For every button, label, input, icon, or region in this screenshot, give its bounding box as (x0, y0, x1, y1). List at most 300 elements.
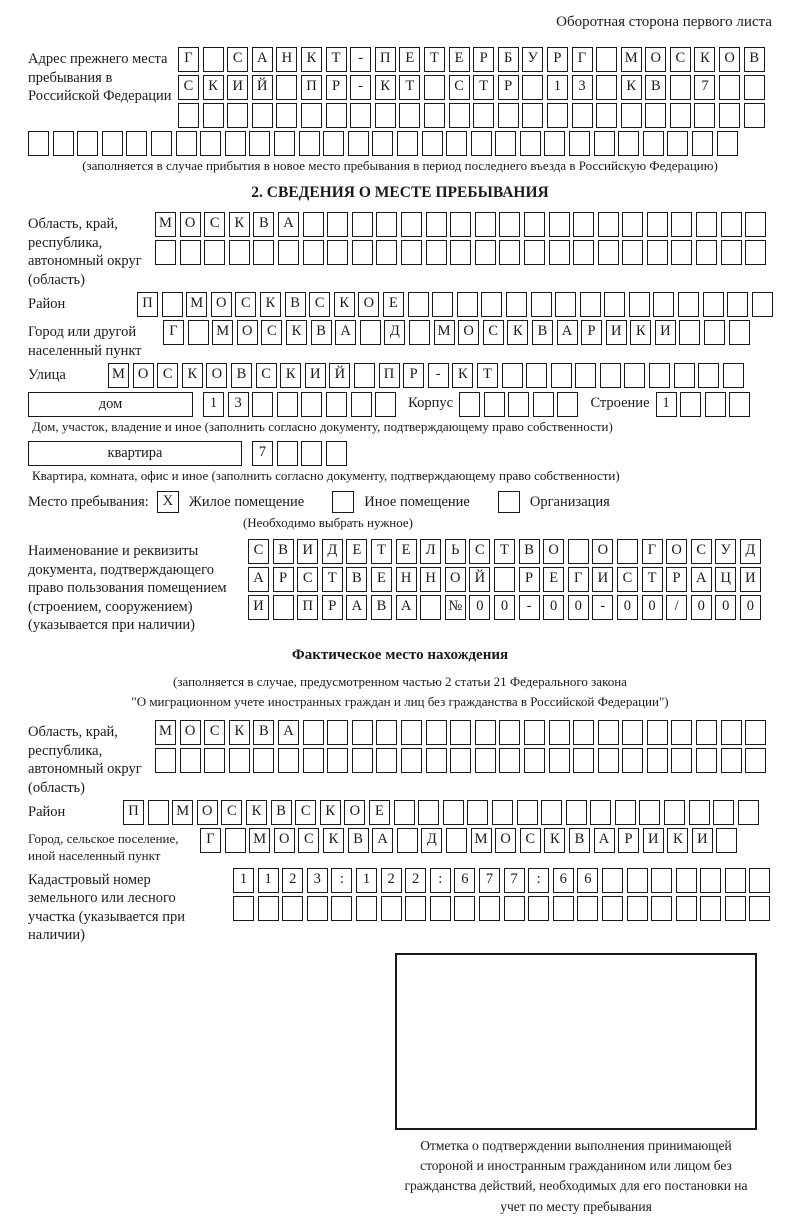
char-cell[interactable]: Л (420, 539, 441, 564)
char-cell[interactable] (401, 748, 422, 773)
char-cell[interactable] (450, 720, 471, 745)
char-cell[interactable]: С (520, 828, 541, 853)
char-cell[interactable]: К (320, 800, 341, 825)
char-cell[interactable]: Н (276, 47, 297, 72)
char-cell[interactable]: П (375, 47, 396, 72)
char-cell[interactable] (331, 896, 352, 921)
char-cell[interactable] (573, 748, 594, 773)
char-cell[interactable] (692, 131, 713, 156)
char-cell[interactable] (725, 896, 746, 921)
char-cell[interactable] (520, 131, 541, 156)
char-cell[interactable] (162, 292, 183, 317)
char-cell[interactable]: Ц (715, 567, 736, 592)
char-cell[interactable]: Д (740, 539, 761, 564)
char-cell[interactable] (449, 103, 470, 128)
char-cell[interactable]: 1 (356, 868, 377, 893)
char-cell[interactable] (572, 103, 593, 128)
char-cell[interactable] (745, 212, 766, 237)
char-cell[interactable] (326, 392, 347, 417)
char-cell[interactable]: У (522, 47, 543, 72)
char-cell[interactable]: К (182, 363, 203, 388)
char-cell[interactable] (450, 212, 471, 237)
char-cell[interactable] (549, 212, 570, 237)
char-cell[interactable]: М (186, 292, 207, 317)
char-cell[interactable] (547, 103, 568, 128)
char-cell[interactable] (348, 131, 369, 156)
char-cell[interactable] (301, 392, 322, 417)
char-cell[interactable] (700, 868, 721, 893)
char-cell[interactable] (204, 748, 225, 773)
char-cell[interactable] (744, 75, 765, 100)
char-cell[interactable] (598, 748, 619, 773)
char-cell[interactable] (596, 75, 617, 100)
char-cell[interactable] (352, 240, 373, 265)
char-cell[interactable]: М (212, 320, 233, 345)
char-cell[interactable] (526, 363, 547, 388)
char-cell[interactable]: Р (519, 567, 540, 592)
char-cell[interactable] (481, 292, 502, 317)
char-cell[interactable] (649, 363, 670, 388)
char-cell[interactable] (492, 800, 513, 825)
char-cell[interactable]: С (221, 800, 242, 825)
char-cell[interactable]: 0 (642, 595, 663, 620)
char-cell[interactable] (278, 240, 299, 265)
char-cell[interactable] (573, 240, 594, 265)
char-cell[interactable]: В (569, 828, 590, 853)
char-cell[interactable]: 1 (233, 868, 254, 893)
char-cell[interactable] (494, 567, 515, 592)
char-cell[interactable]: Е (346, 539, 367, 564)
char-cell[interactable] (225, 828, 246, 853)
char-cell[interactable]: С (449, 75, 470, 100)
char-cell[interactable] (716, 828, 737, 853)
char-cell[interactable]: - (592, 595, 613, 620)
char-cell[interactable] (745, 240, 766, 265)
char-cell[interactable] (557, 392, 578, 417)
char-cell[interactable] (617, 539, 638, 564)
char-cell[interactable]: 1 (656, 392, 677, 417)
char-cell[interactable]: Й (329, 363, 350, 388)
char-cell[interactable] (696, 720, 717, 745)
char-cell[interactable] (676, 868, 697, 893)
char-cell[interactable] (549, 748, 570, 773)
char-cell[interactable]: 1 (258, 868, 279, 893)
char-cell[interactable] (430, 896, 451, 921)
char-cell[interactable]: О (458, 320, 479, 345)
char-cell[interactable]: 1 (203, 392, 224, 417)
char-cell[interactable] (475, 748, 496, 773)
char-cell[interactable]: С (204, 212, 225, 237)
char-cell[interactable] (524, 240, 545, 265)
char-cell[interactable]: Г (568, 567, 589, 592)
char-cell[interactable] (678, 292, 699, 317)
char-cell[interactable]: К (323, 828, 344, 853)
char-cell[interactable] (727, 292, 748, 317)
char-cell[interactable] (541, 800, 562, 825)
char-cell[interactable]: 6 (454, 868, 475, 893)
char-cell[interactable] (352, 212, 373, 237)
char-cell[interactable]: Р (498, 75, 519, 100)
char-cell[interactable] (499, 240, 520, 265)
char-cell[interactable]: Г (642, 539, 663, 564)
char-cell[interactable] (749, 896, 770, 921)
char-cell[interactable]: С (309, 292, 330, 317)
char-cell[interactable]: К (694, 47, 715, 72)
char-cell[interactable]: Д (322, 539, 343, 564)
char-cell[interactable]: С (483, 320, 504, 345)
char-cell[interactable] (499, 720, 520, 745)
char-cell[interactable] (729, 392, 750, 417)
char-cell[interactable] (77, 131, 98, 156)
char-cell[interactable] (274, 131, 295, 156)
char-cell[interactable]: Д (421, 828, 442, 853)
char-cell[interactable] (399, 103, 420, 128)
char-cell[interactable] (596, 103, 617, 128)
char-cell[interactable] (450, 240, 471, 265)
char-cell[interactable]: А (278, 212, 299, 237)
char-cell[interactable] (200, 131, 221, 156)
char-cell[interactable]: К (544, 828, 565, 853)
char-cell[interactable]: И (655, 320, 676, 345)
char-cell[interactable] (549, 720, 570, 745)
char-cell[interactable]: В (744, 47, 765, 72)
char-cell[interactable]: М (172, 800, 193, 825)
char-cell[interactable] (148, 800, 169, 825)
char-cell[interactable] (151, 131, 172, 156)
char-cell[interactable] (376, 720, 397, 745)
char-cell[interactable]: Т (326, 47, 347, 72)
char-cell[interactable] (155, 240, 176, 265)
char-cell[interactable] (713, 800, 734, 825)
char-cell[interactable]: В (519, 539, 540, 564)
char-cell[interactable]: А (372, 828, 393, 853)
char-cell[interactable] (604, 292, 625, 317)
char-cell[interactable] (522, 75, 543, 100)
char-cell[interactable]: В (311, 320, 332, 345)
char-cell[interactable]: Т (494, 539, 515, 564)
char-cell[interactable]: О (274, 828, 295, 853)
char-cell[interactable]: 6 (577, 868, 598, 893)
char-cell[interactable]: О (133, 363, 154, 388)
char-cell[interactable] (499, 212, 520, 237)
char-cell[interactable]: С (691, 539, 712, 564)
char-cell[interactable]: С (295, 800, 316, 825)
char-cell[interactable] (602, 868, 623, 893)
char-cell[interactable] (401, 212, 422, 237)
char-cell[interactable]: В (348, 828, 369, 853)
char-cell[interactable]: И (606, 320, 627, 345)
char-cell[interactable] (667, 131, 688, 156)
char-cell[interactable]: М (108, 363, 129, 388)
char-cell[interactable]: О (211, 292, 232, 317)
char-cell[interactable] (495, 131, 516, 156)
char-cell[interactable]: А (557, 320, 578, 345)
char-cell[interactable]: 2 (282, 868, 303, 893)
char-cell[interactable]: : (528, 868, 549, 893)
char-cell[interactable]: Т (424, 47, 445, 72)
char-cell[interactable]: 0 (617, 595, 638, 620)
char-cell[interactable]: М (155, 720, 176, 745)
char-cell[interactable] (752, 292, 773, 317)
char-cell[interactable]: И (305, 363, 326, 388)
char-cell[interactable] (705, 392, 726, 417)
char-cell[interactable] (126, 131, 147, 156)
char-cell[interactable]: К (280, 363, 301, 388)
char-cell[interactable]: Е (371, 567, 392, 592)
char-cell[interactable] (594, 131, 615, 156)
char-cell[interactable] (622, 240, 643, 265)
char-cell[interactable] (394, 800, 415, 825)
char-cell[interactable] (326, 441, 347, 466)
char-cell[interactable] (615, 800, 636, 825)
char-cell[interactable] (326, 103, 347, 128)
char-cell[interactable] (627, 896, 648, 921)
char-cell[interactable]: А (346, 595, 367, 620)
char-cell[interactable]: С (261, 320, 282, 345)
char-cell[interactable] (744, 103, 765, 128)
char-cell[interactable] (704, 320, 725, 345)
char-cell[interactable]: - (350, 75, 371, 100)
char-cell[interactable] (544, 131, 565, 156)
char-cell[interactable] (397, 828, 418, 853)
char-cell[interactable]: Т (473, 75, 494, 100)
char-cell[interactable] (277, 441, 298, 466)
char-cell[interactable]: К (630, 320, 651, 345)
char-cell[interactable]: 0 (715, 595, 736, 620)
char-cell[interactable] (647, 240, 668, 265)
char-cell[interactable] (696, 748, 717, 773)
char-cell[interactable]: С (178, 75, 199, 100)
char-cell[interactable]: П (123, 800, 144, 825)
char-cell[interactable]: 3 (572, 75, 593, 100)
char-cell[interactable] (566, 800, 587, 825)
char-cell[interactable] (590, 800, 611, 825)
char-cell[interactable] (278, 748, 299, 773)
char-cell[interactable] (749, 868, 770, 893)
char-cell[interactable]: Р (666, 567, 687, 592)
char-cell[interactable] (225, 131, 246, 156)
char-cell[interactable]: С (157, 363, 178, 388)
char-cell[interactable]: С (256, 363, 277, 388)
char-cell[interactable]: Р (322, 595, 343, 620)
checkbox-organization[interactable] (498, 491, 520, 513)
char-cell[interactable] (745, 720, 766, 745)
char-cell[interactable]: 6 (553, 868, 574, 893)
char-cell[interactable] (102, 131, 123, 156)
char-cell[interactable] (233, 896, 254, 921)
char-cell[interactable] (618, 131, 639, 156)
char-cell[interactable]: 2 (405, 868, 426, 893)
char-cell[interactable] (670, 103, 691, 128)
char-cell[interactable] (301, 441, 322, 466)
char-cell[interactable] (418, 800, 439, 825)
char-cell[interactable] (422, 131, 443, 156)
char-cell[interactable] (327, 720, 348, 745)
char-cell[interactable]: Ь (445, 539, 466, 564)
char-cell[interactable] (253, 748, 274, 773)
char-cell[interactable] (426, 212, 447, 237)
char-cell[interactable] (473, 103, 494, 128)
char-cell[interactable] (372, 131, 393, 156)
char-cell[interactable] (375, 392, 396, 417)
char-cell[interactable] (426, 748, 447, 773)
char-cell[interactable]: В (253, 720, 274, 745)
char-cell[interactable]: О (180, 720, 201, 745)
char-cell[interactable]: : (331, 868, 352, 893)
char-cell[interactable] (555, 292, 576, 317)
char-cell[interactable]: К (246, 800, 267, 825)
char-cell[interactable] (600, 363, 621, 388)
char-cell[interactable]: В (371, 595, 392, 620)
char-cell[interactable] (350, 103, 371, 128)
char-cell[interactable]: 0 (691, 595, 712, 620)
char-cell[interactable]: А (594, 828, 615, 853)
char-cell[interactable] (551, 363, 572, 388)
char-cell[interactable] (258, 896, 279, 921)
char-cell[interactable] (401, 720, 422, 745)
char-cell[interactable]: / (666, 595, 687, 620)
char-cell[interactable] (301, 103, 322, 128)
char-cell[interactable] (671, 748, 692, 773)
char-cell[interactable]: И (248, 595, 269, 620)
char-cell[interactable] (533, 392, 554, 417)
char-cell[interactable]: П (301, 75, 322, 100)
char-cell[interactable] (717, 131, 738, 156)
apartment-type-box[interactable]: квартира (28, 441, 242, 466)
char-cell[interactable]: 0 (494, 595, 515, 620)
char-cell[interactable]: Р (326, 75, 347, 100)
char-cell[interactable] (639, 800, 660, 825)
char-cell[interactable] (629, 292, 650, 317)
char-cell[interactable]: Т (322, 567, 343, 592)
char-cell[interactable] (664, 800, 685, 825)
char-cell[interactable] (598, 240, 619, 265)
char-cell[interactable] (479, 896, 500, 921)
char-cell[interactable]: - (428, 363, 449, 388)
char-cell[interactable] (432, 292, 453, 317)
char-cell[interactable]: Т (477, 363, 498, 388)
char-cell[interactable] (698, 363, 719, 388)
char-cell[interactable]: Е (396, 539, 417, 564)
char-cell[interactable]: 2 (381, 868, 402, 893)
char-cell[interactable] (276, 103, 297, 128)
char-cell[interactable]: К (301, 47, 322, 72)
char-cell[interactable] (471, 131, 492, 156)
char-cell[interactable] (647, 720, 668, 745)
char-cell[interactable]: К (203, 75, 224, 100)
char-cell[interactable] (524, 212, 545, 237)
char-cell[interactable]: К (452, 363, 473, 388)
char-cell[interactable] (725, 868, 746, 893)
char-cell[interactable] (598, 212, 619, 237)
char-cell[interactable] (738, 800, 759, 825)
char-cell[interactable] (517, 800, 538, 825)
char-cell[interactable] (671, 212, 692, 237)
char-cell[interactable] (723, 363, 744, 388)
char-cell[interactable] (643, 131, 664, 156)
char-cell[interactable] (28, 131, 49, 156)
char-cell[interactable] (204, 240, 225, 265)
char-cell[interactable]: Й (252, 75, 273, 100)
char-cell[interactable]: О (719, 47, 740, 72)
char-cell[interactable] (647, 212, 668, 237)
char-cell[interactable]: С (204, 720, 225, 745)
char-cell[interactable] (621, 103, 642, 128)
char-cell[interactable]: К (667, 828, 688, 853)
char-cell[interactable]: 0 (543, 595, 564, 620)
char-cell[interactable]: Е (449, 47, 470, 72)
char-cell[interactable] (229, 240, 250, 265)
char-cell[interactable]: : (430, 868, 451, 893)
char-cell[interactable]: О (666, 539, 687, 564)
char-cell[interactable] (180, 748, 201, 773)
char-cell[interactable] (504, 896, 525, 921)
char-cell[interactable] (569, 131, 590, 156)
char-cell[interactable] (647, 748, 668, 773)
char-cell[interactable] (408, 292, 429, 317)
char-cell[interactable] (303, 720, 324, 745)
char-cell[interactable]: 0 (740, 595, 761, 620)
char-cell[interactable] (598, 720, 619, 745)
char-cell[interactable]: - (519, 595, 540, 620)
char-cell[interactable]: 0 (469, 595, 490, 620)
char-cell[interactable] (376, 240, 397, 265)
char-cell[interactable]: 7 (504, 868, 525, 893)
char-cell[interactable]: И (692, 828, 713, 853)
char-cell[interactable]: О (445, 567, 466, 592)
char-cell[interactable]: У (715, 539, 736, 564)
char-cell[interactable] (282, 896, 303, 921)
char-cell[interactable]: Р (547, 47, 568, 72)
char-cell[interactable]: Н (420, 567, 441, 592)
char-cell[interactable] (467, 800, 488, 825)
char-cell[interactable] (203, 47, 224, 72)
char-cell[interactable] (721, 720, 742, 745)
char-cell[interactable]: О (592, 539, 613, 564)
char-cell[interactable]: 7 (694, 75, 715, 100)
char-cell[interactable] (253, 240, 274, 265)
char-cell[interactable] (327, 748, 348, 773)
char-cell[interactable]: И (297, 539, 318, 564)
char-cell[interactable] (360, 320, 381, 345)
char-cell[interactable]: И (643, 828, 664, 853)
char-cell[interactable]: Е (369, 800, 390, 825)
char-cell[interactable] (622, 720, 643, 745)
char-cell[interactable]: С (298, 828, 319, 853)
char-cell[interactable] (426, 240, 447, 265)
char-cell[interactable]: В (271, 800, 292, 825)
char-cell[interactable]: 7 (252, 441, 273, 466)
char-cell[interactable] (484, 392, 505, 417)
char-cell[interactable]: Т (642, 567, 663, 592)
char-cell[interactable]: С (248, 539, 269, 564)
char-cell[interactable] (352, 748, 373, 773)
char-cell[interactable]: В (346, 567, 367, 592)
char-cell[interactable] (176, 131, 197, 156)
char-cell[interactable] (457, 292, 478, 317)
char-cell[interactable]: О (344, 800, 365, 825)
char-cell[interactable]: А (248, 567, 269, 592)
char-cell[interactable]: П (137, 292, 158, 317)
char-cell[interactable] (689, 800, 710, 825)
char-cell[interactable]: М (434, 320, 455, 345)
char-cell[interactable] (651, 896, 672, 921)
char-cell[interactable]: П (379, 363, 400, 388)
checkbox-residential[interactable]: X (157, 491, 179, 513)
char-cell[interactable] (178, 103, 199, 128)
char-cell[interactable]: И (740, 567, 761, 592)
char-cell[interactable] (645, 103, 666, 128)
